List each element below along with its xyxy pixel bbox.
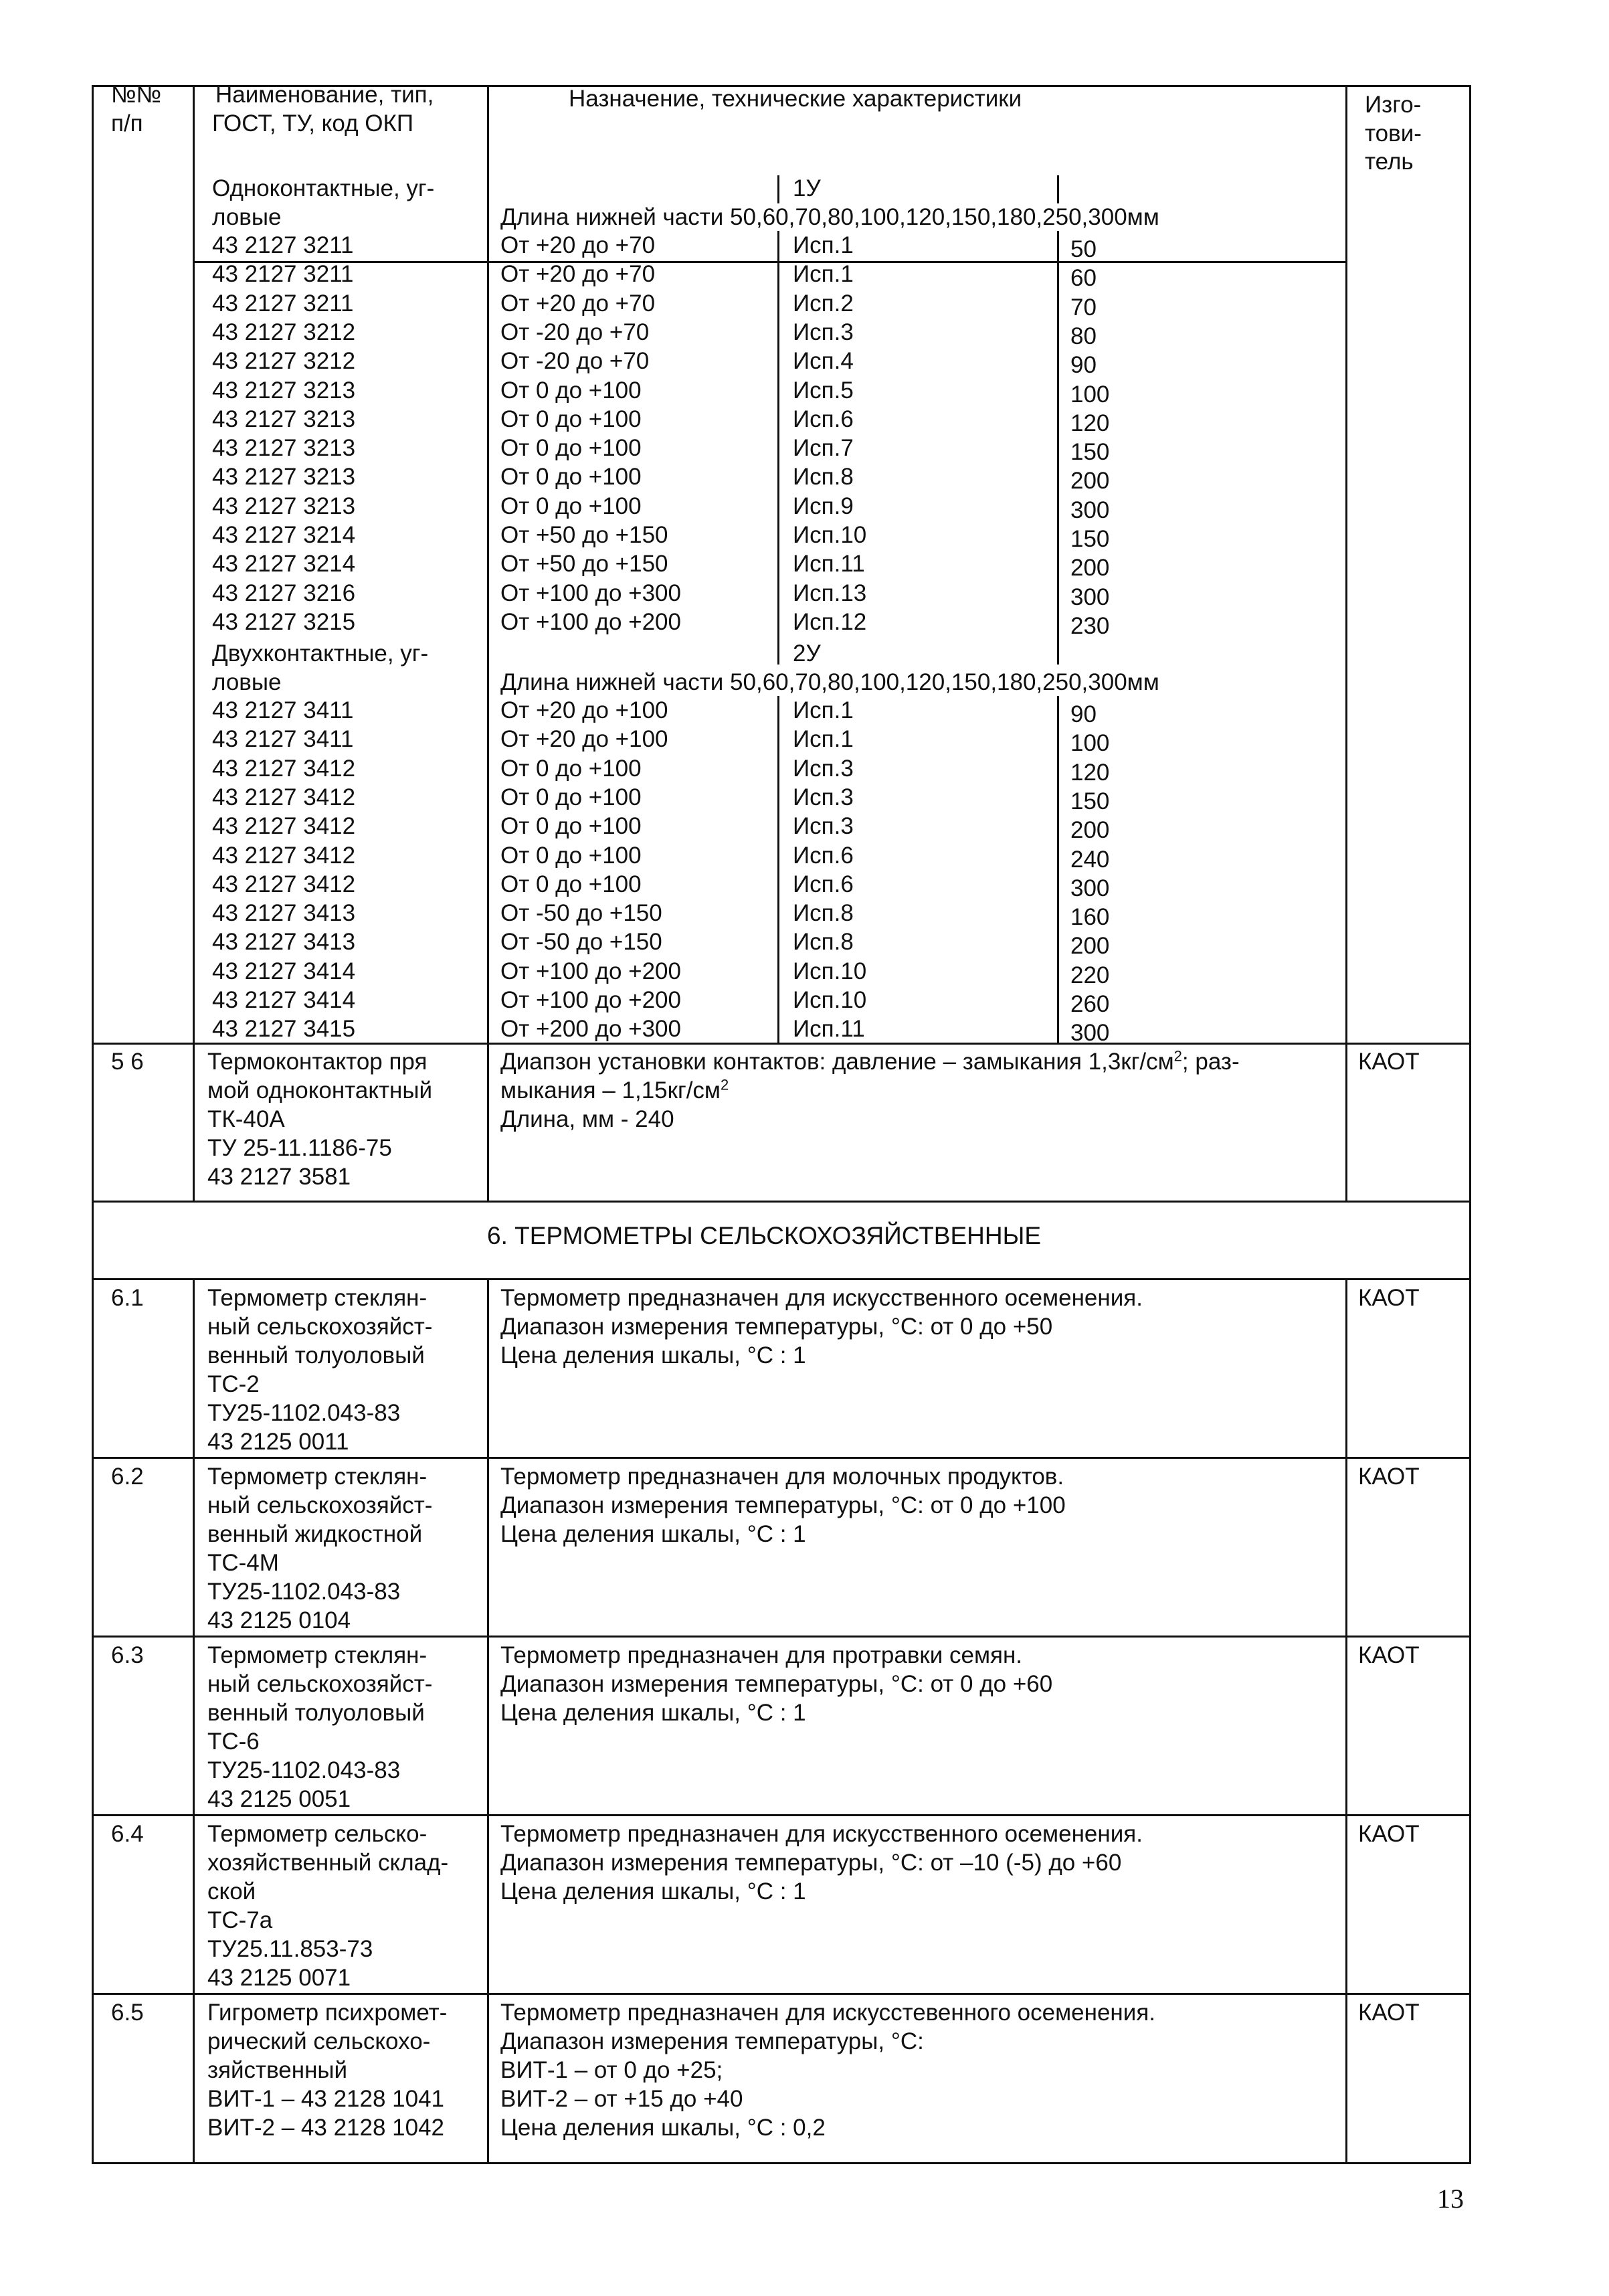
version: Исп.10 xyxy=(793,522,867,548)
item-number: 6.5 xyxy=(111,2000,144,2026)
version: Исп.3 xyxy=(793,755,854,782)
row-divider xyxy=(92,1201,1471,1203)
okp-code: 43 2127 3211 xyxy=(212,232,354,258)
item-name: 43 2125 0071 xyxy=(207,1965,351,1991)
okp-code: 43 2127 3414 xyxy=(212,987,356,1013)
header-num: №№ xyxy=(111,82,162,108)
column-divider xyxy=(193,1278,195,2163)
length-value: 90 xyxy=(1070,701,1097,727)
item-name: ный сельскохозяйст- xyxy=(207,1492,433,1518)
item-name: Термометр стеклян- xyxy=(207,1642,428,1668)
item-description: Цена деления шкалы, °С : 1 xyxy=(500,1521,806,1547)
version: Исп.8 xyxy=(793,900,854,927)
version: Исп.3 xyxy=(793,319,854,345)
item-name: Термоконтактор пря xyxy=(207,1049,428,1075)
version: Исп.11 xyxy=(793,1016,865,1043)
item-number: 6.3 xyxy=(111,1642,144,1668)
version: Исп.6 xyxy=(793,842,854,869)
desc-text: ; раз- xyxy=(1181,1049,1240,1075)
temperature-range: От -20 до +70 xyxy=(500,319,650,345)
group-title: Одноконтактные, уг- xyxy=(212,175,435,201)
length-value: 240 xyxy=(1070,846,1110,873)
okp-code: 43 2127 3213 xyxy=(212,435,356,462)
version: Исп.1 xyxy=(793,232,854,258)
item-name: ТК-40А xyxy=(207,1106,285,1132)
length-value: 90 xyxy=(1070,352,1097,379)
table-right-border xyxy=(1469,85,1471,2164)
header-name: Наименование, тип, xyxy=(215,82,434,108)
table-left-border xyxy=(92,85,94,2164)
page-number: 13 xyxy=(1437,2184,1464,2214)
length-value: 150 xyxy=(1070,526,1110,552)
item-description: Длина, мм - 240 xyxy=(500,1106,674,1132)
item-number: 5 6 xyxy=(111,1049,144,1075)
length-value: 100 xyxy=(1070,381,1110,408)
version: Исп.5 xyxy=(793,377,854,404)
length-value: 50 xyxy=(1070,236,1097,262)
item-description: Термометр предназначен для искусстевенного осеменения. xyxy=(500,2000,1155,2026)
length-value: 200 xyxy=(1070,468,1110,495)
version: Исп.8 xyxy=(793,929,854,956)
okp-code: 43 2127 3213 xyxy=(212,406,356,432)
length-value: 300 xyxy=(1070,875,1110,901)
length-value: 100 xyxy=(1070,730,1110,757)
header-maker: тель xyxy=(1365,149,1414,175)
item-name: ТУ25-1102.043-83 xyxy=(207,1579,401,1605)
temperature-range: От 0 до +100 xyxy=(500,377,642,404)
okp-code: 43 2127 3213 xyxy=(212,493,356,519)
subcolumn-divider xyxy=(1057,231,1059,665)
length-value: 300 xyxy=(1070,584,1110,610)
temperature-range: От 0 до +100 xyxy=(500,755,642,782)
item-description xyxy=(500,1076,729,1105)
item-name: хозяйственный склад- xyxy=(207,1850,449,1876)
version: Исп.6 xyxy=(793,871,854,897)
length-value: 80 xyxy=(1070,323,1097,349)
length-value: 150 xyxy=(1070,788,1110,814)
temperature-range: От +100 до +300 xyxy=(500,580,681,606)
item-maker: КАОТ xyxy=(1358,1821,1420,1847)
item-name: 43 2127 3581 xyxy=(207,1164,351,1190)
section-title: 6. ТЕРМОМЕТРЫ СЕЛЬСКОХОЗЯЙСТВЕННЫЕ xyxy=(487,1222,1042,1249)
item-name: Термометр стеклян- xyxy=(207,1464,428,1490)
item-name: ТС-4М xyxy=(207,1550,279,1576)
okp-code: 43 2127 3412 xyxy=(212,871,356,897)
desc-text: Диапзон установки контактов: давление – замыкания 1,3кг/см xyxy=(500,1049,1174,1075)
item-name: Гигрометр психромет- xyxy=(207,2000,448,2026)
group-label: 2У xyxy=(793,640,821,667)
temperature-range: От 0 до +100 xyxy=(500,435,642,462)
item-name: ТУ25-1102.043-83 xyxy=(207,1400,401,1426)
item-maker: КАОТ xyxy=(1358,2000,1420,2026)
row-divider xyxy=(92,1814,1471,1816)
superscript: 2 xyxy=(721,1076,729,1093)
okp-code: 43 2127 3215 xyxy=(212,608,356,635)
length-value: 70 xyxy=(1070,294,1097,321)
temperature-range: От 0 до +100 xyxy=(500,842,642,869)
group-title: Двухконтактные, уг- xyxy=(212,640,429,667)
length-note: Длина нижней части 50,60,70,80,100,120,150,180,250,300мм xyxy=(500,669,1159,695)
okp-code: 43 2127 3412 xyxy=(212,784,356,810)
item-name: венный толуоловый xyxy=(207,1342,425,1368)
okp-code: 43 2127 3212 xyxy=(212,348,356,375)
temperature-range: От +20 до +100 xyxy=(500,697,668,723)
item-description: Диапазон измерения температуры, °С: от 0 до +60 xyxy=(500,1671,1053,1697)
version: Исп.13 xyxy=(793,580,867,606)
length-value: 300 xyxy=(1070,497,1110,523)
temperature-range: От +50 до +150 xyxy=(500,522,668,548)
length-value: 220 xyxy=(1070,962,1110,988)
okp-code: 43 2127 3211 xyxy=(212,290,354,317)
length-value: 60 xyxy=(1070,265,1097,292)
item-description: Цена деления шкалы, °С : 1 xyxy=(500,1700,806,1726)
column-divider xyxy=(193,85,195,1201)
length-value: 200 xyxy=(1070,817,1110,844)
item-name: ской xyxy=(207,1878,256,1905)
item-number: 6.4 xyxy=(111,1821,144,1847)
column-divider xyxy=(1345,1278,1347,2163)
temperature-range: От +20 до +70 xyxy=(500,290,656,317)
row-divider xyxy=(92,1636,1471,1638)
length-value: 120 xyxy=(1070,759,1110,786)
temperature-range: От 0 до +100 xyxy=(500,406,642,432)
item-number: 6.2 xyxy=(111,1464,144,1490)
temperature-range: От +20 до +70 xyxy=(500,261,656,288)
temperature-range: От 0 до +100 xyxy=(500,464,642,491)
item-name: ТУ25.11.853-73 xyxy=(207,1936,373,1962)
temperature-range: От -50 до +150 xyxy=(500,900,662,927)
item-maker: КАОТ xyxy=(1358,1464,1420,1490)
item-name: рический сельскохо- xyxy=(207,2028,431,2054)
length-value: 150 xyxy=(1070,439,1110,466)
temperature-range: От 0 до +100 xyxy=(500,493,642,519)
temperature-range: От 0 до +100 xyxy=(500,784,642,810)
okp-code: 43 2127 3414 xyxy=(212,958,356,984)
version: Исп.9 xyxy=(793,493,854,519)
header-purpose: Назначение, технические характеристики xyxy=(569,86,1022,112)
row-divider xyxy=(193,261,1345,263)
version: Исп.3 xyxy=(793,784,854,810)
temperature-range: От 0 до +100 xyxy=(500,871,642,897)
subcolumn-divider xyxy=(777,696,779,1043)
item-maker: КАОТ xyxy=(1358,1285,1420,1311)
row-divider xyxy=(92,1457,1471,1459)
item-name: венный толуоловый xyxy=(207,1700,425,1726)
version: Исп.10 xyxy=(793,987,867,1013)
header-name: ГОСТ, ТУ, код ОКП xyxy=(212,110,414,137)
length-value: 120 xyxy=(1070,410,1110,436)
version: Исп.10 xyxy=(793,958,867,984)
desc-text: мыкания – 1,15кг/см xyxy=(500,1077,721,1103)
item-name: ТУ25-1102.043-83 xyxy=(207,1757,401,1783)
item-name: мой одноконтактный xyxy=(207,1077,433,1103)
item-name: ТС-6 xyxy=(207,1729,260,1755)
okp-code: 43 2127 3411 xyxy=(212,697,354,723)
item-name: 43 2125 0051 xyxy=(207,1786,351,1812)
okp-code: 43 2127 3413 xyxy=(212,900,356,927)
item-description: ВИТ-2 – от +15 до +40 xyxy=(500,2086,743,2112)
header-num: п/п xyxy=(111,110,143,137)
temperature-range: От +200 до +300 xyxy=(500,1016,681,1043)
item-name: ВИТ-2 – 43 2128 1042 xyxy=(207,2115,445,2141)
temperature-range: От +100 до +200 xyxy=(500,958,681,984)
item-name: ТС-7а xyxy=(207,1907,273,1933)
group-title: ловые xyxy=(212,204,282,230)
subcolumn-divider xyxy=(777,231,779,665)
item-name: ный сельскохозяйст- xyxy=(207,1671,433,1697)
header-maker: тови- xyxy=(1365,120,1422,147)
item-description: Термометр предназначен для молочных продуктов. xyxy=(500,1464,1064,1490)
group-title: ловые xyxy=(212,669,282,695)
item-maker: КАОТ xyxy=(1358,1642,1420,1668)
length-value: 200 xyxy=(1070,933,1110,960)
version: Исп.8 xyxy=(793,464,854,491)
temperature-range: От 0 до +100 xyxy=(500,813,642,840)
item-name: 43 2125 0011 xyxy=(207,1429,349,1455)
version: Исп.2 xyxy=(793,290,854,317)
item-description xyxy=(500,1047,1240,1076)
item-description: Термометр предназначен для искусственного осеменения. xyxy=(500,1285,1143,1311)
item-name: ВИТ-1 – 43 2128 1041 xyxy=(207,2086,445,2112)
subcolumn-divider xyxy=(777,175,779,203)
version: Исп.6 xyxy=(793,406,854,432)
version: Исп.4 xyxy=(793,348,854,375)
okp-code: 43 2127 3213 xyxy=(212,377,356,404)
header-maker: Изго- xyxy=(1365,92,1422,118)
temperature-range: От +100 до +200 xyxy=(500,608,681,635)
okp-code: 43 2127 3411 xyxy=(212,726,354,753)
column-divider xyxy=(487,85,489,1201)
item-description: Термометр предназначен для искусственного осеменения. xyxy=(500,1821,1143,1847)
group-label: 1У xyxy=(793,175,821,201)
item-description: Термометр предназначен для протравки семян. xyxy=(500,1642,1023,1668)
table-bottom-border xyxy=(92,2162,1471,2164)
row-divider xyxy=(92,1993,1471,1995)
item-maker: КАОТ xyxy=(1358,1049,1420,1075)
column-divider xyxy=(1345,85,1347,1201)
version: Исп.12 xyxy=(793,608,867,635)
subcolumn-divider xyxy=(1057,696,1059,1043)
okp-code: 43 2127 3214 xyxy=(212,551,356,578)
okp-code: 43 2127 3412 xyxy=(212,813,356,840)
temperature-range: От +20 до +70 xyxy=(500,232,656,258)
item-name: Термометр сельско- xyxy=(207,1821,428,1847)
length-value: 230 xyxy=(1070,612,1110,639)
version: Исп.3 xyxy=(793,813,854,840)
item-name: ТС-2 xyxy=(207,1371,260,1397)
length-value: 200 xyxy=(1070,555,1110,582)
row-divider xyxy=(92,1278,1471,1280)
item-name: зяйственный xyxy=(207,2057,348,2083)
length-value: 160 xyxy=(1070,904,1110,931)
okp-code: 43 2127 3214 xyxy=(212,522,356,548)
superscript: 2 xyxy=(1173,1047,1182,1065)
okp-code: 43 2127 3212 xyxy=(212,319,356,345)
temperature-range: От -50 до +150 xyxy=(500,929,662,956)
length-note: Длина нижней части 50,60,70,80,100,120,150,180,250,300мм xyxy=(500,204,1159,230)
item-name: 43 2125 0104 xyxy=(207,1607,351,1633)
okp-code: 43 2127 3415 xyxy=(212,1016,356,1043)
item-description: ВИТ-1 – от 0 до +25; xyxy=(500,2057,723,2083)
length-value: 260 xyxy=(1070,991,1110,1017)
item-description: Диапазон измерения температуры, °С: от –10 (-5) до +60 xyxy=(500,1850,1122,1876)
okp-code: 43 2127 3412 xyxy=(212,842,356,869)
item-description: Диапазон измерения температуры, °С: от 0 до +50 xyxy=(500,1314,1053,1340)
item-description: Диапазон измерения температуры, °С: от 0 до +100 xyxy=(500,1492,1066,1518)
item-number: 6.1 xyxy=(111,1285,144,1311)
version: Исп.7 xyxy=(793,435,854,462)
item-name: Термометр стеклян- xyxy=(207,1285,428,1311)
okp-code: 43 2127 3216 xyxy=(212,580,356,606)
column-divider xyxy=(487,1278,489,2163)
version: Исп.11 xyxy=(793,551,865,578)
version: Исп.1 xyxy=(793,261,854,288)
okp-code: 43 2127 3413 xyxy=(212,929,356,956)
okp-code: 43 2127 3412 xyxy=(212,755,356,782)
version: Исп.1 xyxy=(793,726,854,753)
temperature-range: От +20 до +100 xyxy=(500,726,668,753)
item-name: ТУ 25-11.1186-75 xyxy=(207,1135,392,1161)
item-description: Цена деления шкалы, °С : 1 xyxy=(500,1878,806,1905)
okp-code: 43 2127 3211 xyxy=(212,261,354,288)
item-name: венный жидкостной xyxy=(207,1521,423,1547)
okp-code: 43 2127 3213 xyxy=(212,464,356,491)
item-description: Диапазон измерения температуры, °С: xyxy=(500,2028,924,2054)
subcolumn-divider xyxy=(1057,175,1059,203)
temperature-range: От -20 до +70 xyxy=(500,348,650,375)
item-name: ный сельскохозяйст- xyxy=(207,1314,433,1340)
length-value: 300 xyxy=(1070,1020,1110,1047)
item-description: Цена деления шкалы, °С : 1 xyxy=(500,1342,806,1368)
version: Исп.1 xyxy=(793,697,854,723)
temperature-range: От +50 до +150 xyxy=(500,551,668,578)
temperature-range: От +100 до +200 xyxy=(500,987,681,1013)
item-description: Цена деления шкалы, °С : 0,2 xyxy=(500,2115,826,2141)
